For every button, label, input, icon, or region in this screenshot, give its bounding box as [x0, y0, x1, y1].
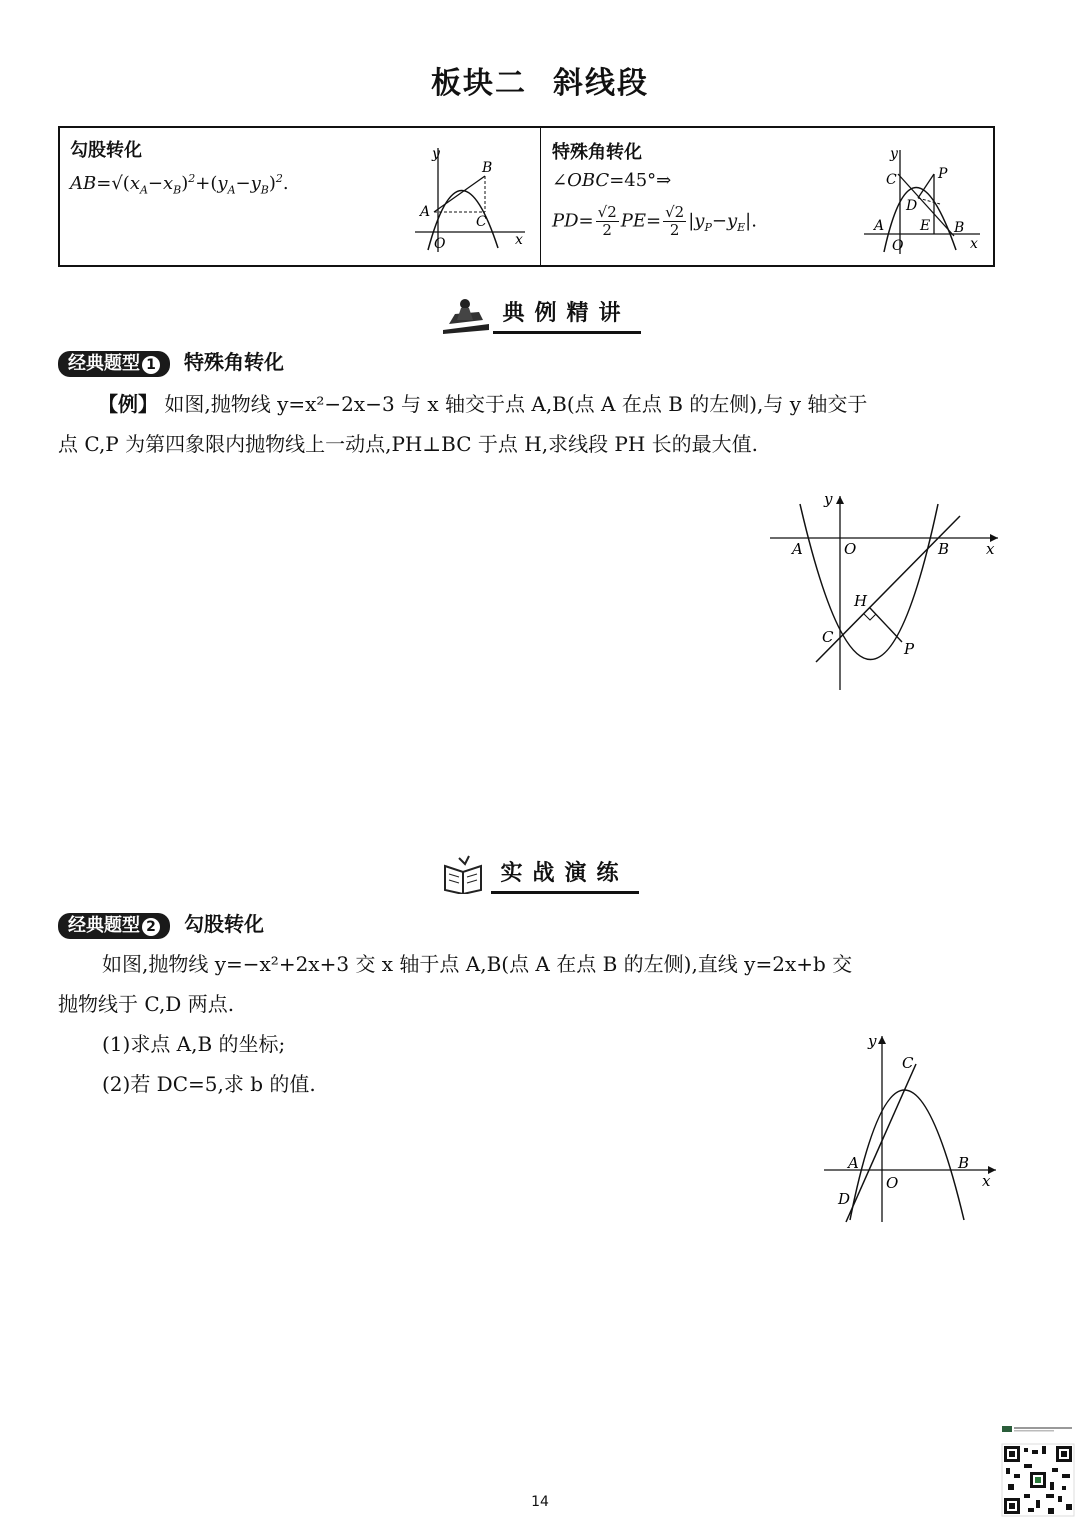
fig3-label-x: x — [986, 540, 995, 558]
fig1-label-a: A — [420, 204, 431, 220]
type1-number: 1 — [142, 356, 160, 374]
type1-badge: 经典题型 1 — [58, 351, 170, 377]
example-tag: 【例】 — [98, 392, 158, 416]
fig1-label-b: B — [482, 160, 493, 176]
distance-formula: PD= $\frac{√2}{2}$ PE= $\frac{√2}{2}$ $|y_P-y_E|$. — [552, 203, 757, 239]
fig2-label-o: O — [892, 238, 904, 254]
type1-title: 特殊角转化 — [184, 350, 284, 374]
practice-question2: (2)若 DC=5,求 b 的值. — [102, 1072, 316, 1096]
title-part1: 板块二 — [431, 66, 527, 101]
fig2-label-x: x — [970, 236, 978, 252]
fig2-label-c: C — [886, 172, 897, 188]
fig3-label-y: y — [824, 490, 833, 508]
fig3-label-p: P — [904, 640, 915, 658]
angle-formula: ∠OBC=45°⇒ — [552, 170, 672, 191]
fig4-label-a: A — [848, 1154, 859, 1172]
fig2-label-a: A — [874, 218, 885, 234]
pythagoras-formula: $AB=√(x_A-x_B)^2+(y_A-y_B)^2$. — [70, 172, 289, 197]
fig4-label-y: y — [868, 1032, 877, 1050]
fig4-label-o: O — [886, 1174, 899, 1192]
fig1-label-x: x — [515, 232, 523, 248]
fig2-label-b: B — [954, 220, 965, 236]
right-heading: 特殊角转化 — [552, 142, 642, 163]
figure-special-angle — [860, 144, 990, 264]
section-example-header — [0, 294, 1080, 334]
fig2-label-p: P — [938, 166, 948, 182]
fig3-label-h: H — [854, 592, 868, 610]
summary-box — [58, 126, 995, 267]
type2-badge: 经典题型 2 — [58, 913, 170, 939]
fig2-label-e: E — [920, 218, 931, 234]
fig3-label-c: C — [822, 628, 834, 646]
fig4-label-x: x — [982, 1172, 991, 1190]
type1-heading — [58, 346, 284, 377]
type2-number: 2 — [142, 918, 160, 936]
page-title — [0, 58, 1080, 102]
figure-pythagoras — [410, 142, 540, 262]
figure-practice — [820, 1030, 1000, 1225]
fig3-label-o: O — [844, 540, 857, 558]
left-heading: 勾股转化 — [70, 140, 142, 161]
section-practice-label: 实战演练 — [491, 856, 639, 894]
fig1-label-c: C — [476, 214, 487, 230]
book-icon — [441, 854, 485, 894]
practice-question1: (1)求点 A,B 的坐标; — [102, 1032, 286, 1056]
fig2-label-d: D — [906, 198, 918, 214]
example-text-line2: 点 C,P 为第四象限内抛物线上一动点,PH⊥BC 于点 H,求线段 PH 长的最大值. — [58, 432, 759, 456]
type2-title: 勾股转化 — [184, 912, 264, 936]
page-number: 14 — [531, 1494, 549, 1510]
lecture-icon — [439, 294, 493, 334]
fig3-label-b: B — [938, 540, 950, 558]
box-divider — [540, 128, 541, 265]
example-text-line1: 如图,抛物线 y=x²−2x−3 与 x 轴交于点 A,B(点 A 在点 B 的左侧),与 y 轴交于 — [164, 392, 868, 416]
fig1-label-o: O — [434, 236, 446, 252]
example-problem — [58, 384, 998, 464]
fig4-label-b: B — [958, 1154, 970, 1172]
figure-example — [762, 490, 1002, 695]
fig4-label-d: D — [838, 1190, 851, 1208]
section-example-label: 典例精讲 — [493, 296, 641, 334]
title-part2: 斜线段 — [553, 66, 649, 101]
fig4-label-c: C — [902, 1054, 914, 1072]
section-practice-header — [0, 854, 1080, 894]
fig2-label-y: y — [890, 146, 898, 162]
fig3-label-a: A — [792, 540, 803, 558]
practice-text-line2: 抛物线于 C,D 两点. — [58, 992, 235, 1016]
practice-text-line1: 如图,抛物线 y=−x²+2x+3 交 x 轴于点 A,B(点 A 在点 B 的左侧),直线 y=2x+b 交 — [102, 952, 853, 976]
fig1-label-y: y — [432, 146, 440, 162]
type2-heading — [58, 908, 264, 939]
